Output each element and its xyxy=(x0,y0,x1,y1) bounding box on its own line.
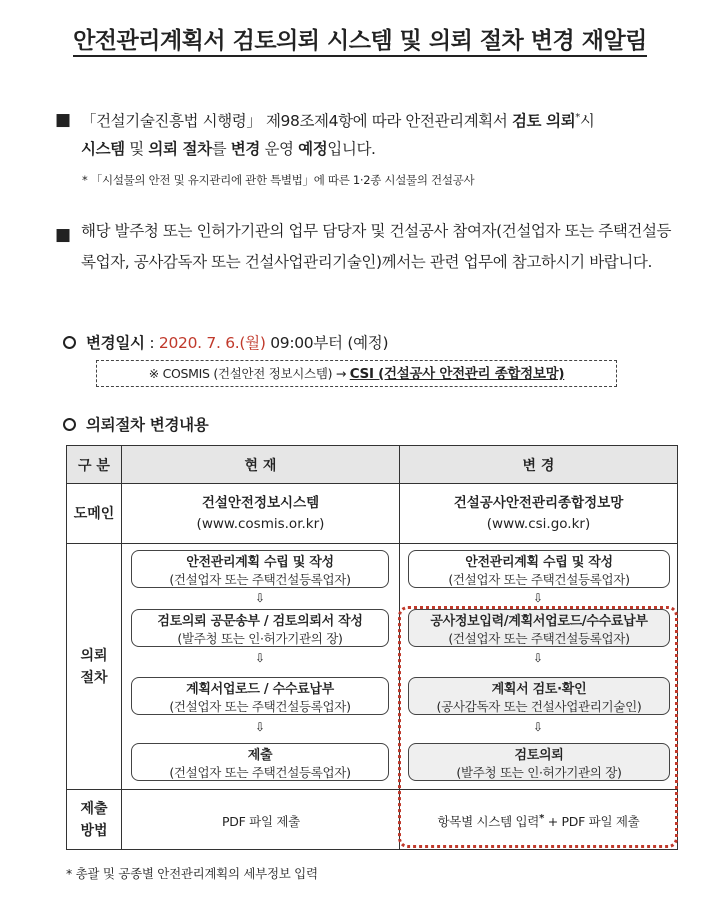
header-category: 구 분 xyxy=(67,446,122,484)
current-step-4: 제출 (건설업자 또는 주택건설등록업자) xyxy=(131,743,389,781)
system-change-box: ※ COSMIS (건설안전 정보시스템) → CSI (건설공사 안전관리 종합정보망) xyxy=(96,360,617,387)
current-step-3: 계획서업로드 / 수수료납부 (건설업자 또는 주택건설등록업자) xyxy=(131,677,389,715)
circle-bullet-icon xyxy=(63,336,76,349)
footnote-special-act: * 「시설물의 안전 및 유지관리에 관한 특별법」에 따른 1·2종 시설물의 건설공사 xyxy=(82,173,475,187)
header-changed: 변 경 xyxy=(400,446,677,484)
page-title: 안전관리계획서 검토의뢰 시스템 및 의뢰 절차 변경 재알림 xyxy=(0,22,720,55)
changed-step-3: 계획서 검토·확인 (공사감독자 또는 건설사업관리기술인) xyxy=(408,677,670,715)
csi-link-text: CSI (건설공사 안전관리 종합정보망) xyxy=(349,366,565,382)
down-arrow-icon: ⇩ xyxy=(254,720,266,734)
domain-changed: 건설공사안전관리종합정보망 (www.csi.go.kr) xyxy=(400,484,677,544)
procedure-label: 의뢰 절차 xyxy=(67,544,122,790)
down-arrow-icon: ⇩ xyxy=(254,591,266,605)
down-arrow-icon: ⇩ xyxy=(532,720,544,734)
circle-bullet-icon xyxy=(63,418,76,431)
submit-label: 제출 방법 xyxy=(67,790,122,849)
current-step-2: 검토의뢰 공문송부 / 검토의뢰서 작성 (발주청 또는 인·허가기관의 장) xyxy=(131,609,389,647)
changed-step-2: 공사정보입력/계획서업로드/수수료납부 (건설업자 또는 주택건설등록업자) xyxy=(408,609,670,647)
submit-current: PDF 파일 제출 xyxy=(222,814,300,829)
change-date-line: 변경일시 : 2020. 7. 6.(월) 09:00부터 (예정) xyxy=(63,331,388,353)
header-current: 현 재 xyxy=(122,446,400,484)
changed-step-4: 검토의뢰 (발주청 또는 인·허가기관의 장) xyxy=(408,743,670,781)
changed-step-1: 안전관리계획 수립 및 작성 (건설업자 또는 주택건설등록업자) xyxy=(408,550,670,588)
domain-current: 건설안전정보시스템 (www.cosmis.or.kr) xyxy=(122,484,400,544)
procedure-heading: 의뢰절차 변경내용 xyxy=(63,413,208,435)
square-bullet-icon: ■ xyxy=(55,110,71,130)
current-step-1: 안전관리계획 수립 및 작성 (건설업자 또는 주택건설등록업자) xyxy=(131,550,389,588)
down-arrow-icon: ⇩ xyxy=(254,651,266,665)
domain-label: 도메인 xyxy=(67,484,122,544)
notice-paragraph: ■ 해당 발주청 또는 인허가기관의 업무 담당자 및 건설공사 참여자(건설업자 또는 주택건설등록업자, 공사감독자 또는 건설사업관리기술인)께서는 관련 업무에 참고하시기 바랍니다. xyxy=(55,222,672,271)
changed-procedure-highlight xyxy=(398,606,678,848)
square-bullet-icon: ■ xyxy=(55,225,71,245)
down-arrow-icon: ⇩ xyxy=(532,651,544,665)
intro-paragraph: ■ 「건설기술진흥법 시행령」 제98조제4항에 따라 안전관리계획서 검토 의뢰*시 시스템 및 의뢰 절차를 변경 운영 예정입니다. xyxy=(55,104,685,163)
footnote-detail-input: * 총괄 및 공종별 안전관리계획의 세부정보 입력 xyxy=(66,866,318,881)
down-arrow-icon: ⇩ xyxy=(532,591,544,605)
submit-changed: 항목별 시스템 입력* + PDF 파일 제출 xyxy=(437,812,640,829)
